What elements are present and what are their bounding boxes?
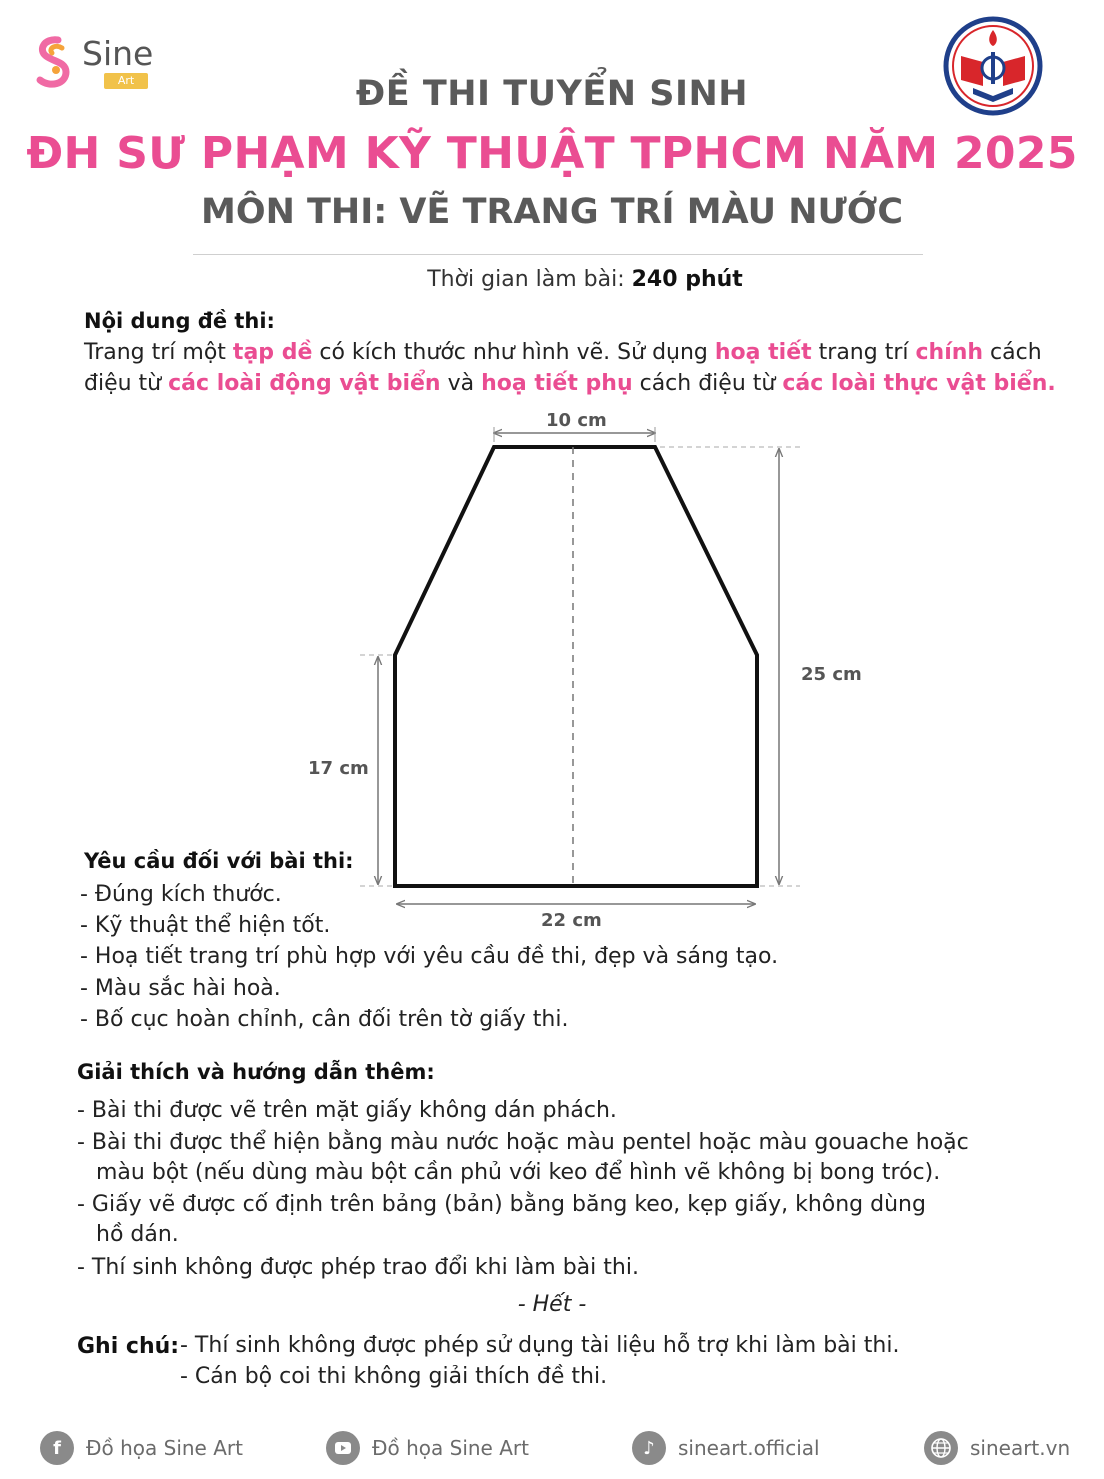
facebook-icon: f [40,1431,74,1465]
requirement-item: - Màu sắc hài hoà. [80,976,281,1001]
guide-heading: Giải thích và hướng dẫn thêm: [77,1060,435,1084]
content-text-3: trang trí [811,340,916,365]
dim-side-height: 17 cm [308,758,369,779]
footer-website[interactable] [924,1431,1070,1465]
guide-line: - Bài thi được thể hiện bằng màu nước hoặc màu pentel hoặc màu gouache hoặc [77,1130,969,1155]
dim-top-width: 10 cm [546,410,607,431]
requirement-item: - Bố cục hoàn chỉnh, cân đối trên tờ giấy thi. [80,1007,569,1032]
content-text-5: và [440,371,482,396]
content-text-1: Trang trí một [84,340,233,365]
footer-facebook-label: Đồ họa Sine Art [86,1436,243,1460]
content-text-6: cách điệu từ [632,371,783,396]
guide-line: - Bài thi được vẽ trên mặt giấy không dán phách. [77,1098,617,1123]
tiktok-icon: ♪ [632,1431,666,1465]
title-line-1: ĐỀ THI TUYỂN SINH [355,74,749,114]
content-text-4: cách điệu từ [84,340,1042,396]
requirement-item: - Kỹ thuật thể hiện tốt. [80,913,331,938]
title-line-3: MÔN THI: VẼ TRANG TRÍ MÀU NƯỚC [201,192,903,232]
youtube-icon [326,1431,360,1465]
footer-youtube-label: Đồ họa Sine Art [372,1436,529,1460]
brand-name: Sine [82,34,154,73]
requirements-heading: Yêu cầu đối với bài thi: [84,849,354,873]
guide-line: hồ dán. [96,1222,179,1247]
content-paragraph [84,337,1064,399]
content-keyword-2: hoạ tiết [714,340,812,365]
content-keyword-6: các loài thực vật biển. [782,371,1056,396]
brand-sub: Art [104,73,148,89]
requirement-item: - Hoạ tiết trang trí phù hợp với yêu cầu đề thi, đẹp và sáng tạo. [80,944,779,969]
globe-icon [924,1431,958,1465]
footer-tiktok[interactable] [632,1431,820,1465]
footer-youtube[interactable] [326,1431,529,1465]
content-heading: Nội dung đề thi: [84,309,275,333]
requirement-item: - Đúng kích thước. [80,882,282,907]
footer-website-label: sineart.vn [970,1436,1071,1460]
content-text-2: có kích thước như hình vẽ. Sử dụng [312,340,715,365]
guide-line: - Thí sinh không được phép trao đổi khi làm bài thi. [77,1255,639,1280]
dim-total-height: 25 cm [801,664,862,685]
content-keyword-5: hoạ tiết phụ [481,371,633,396]
content-keyword-1: tạp dề [232,340,313,365]
header-divider [193,254,923,255]
end-marker: - Hết - [517,1292,587,1317]
note-line-1: - Thí sinh không được phép sử dụng tài liệu hỗ trợ khi làm bài thi. [180,1333,900,1358]
guide-line: màu bột (nếu dùng màu bột cần phủ với keo để hình vẽ không bị bong tróc). [96,1160,941,1185]
note-line-2: - Cán bộ coi thi không giải thích đề thi. [180,1364,608,1389]
footer-tiktok-label: sineart.official [678,1436,820,1460]
exam-time-label: Thời gian làm bài: [427,267,625,292]
dim-bottom-width: 22 cm [541,910,602,931]
content-keyword-4: các loài động vật biển [168,371,441,396]
title-line-2: ĐH SƯ PHẠM KỸ THUẬT TPHCM NĂM 2025 [26,128,1078,179]
guide-line: - Giấy vẽ được cố định trên bảng (bản) bằng băng keo, kẹp giấy, không dùng [77,1192,926,1217]
footer-facebook[interactable] [40,1431,243,1465]
exam-time-value: 240 phút [631,267,743,292]
note-label: Ghi chú: [77,1334,180,1359]
content-keyword-3: chính [915,340,984,365]
exam-time [0,267,1104,292]
